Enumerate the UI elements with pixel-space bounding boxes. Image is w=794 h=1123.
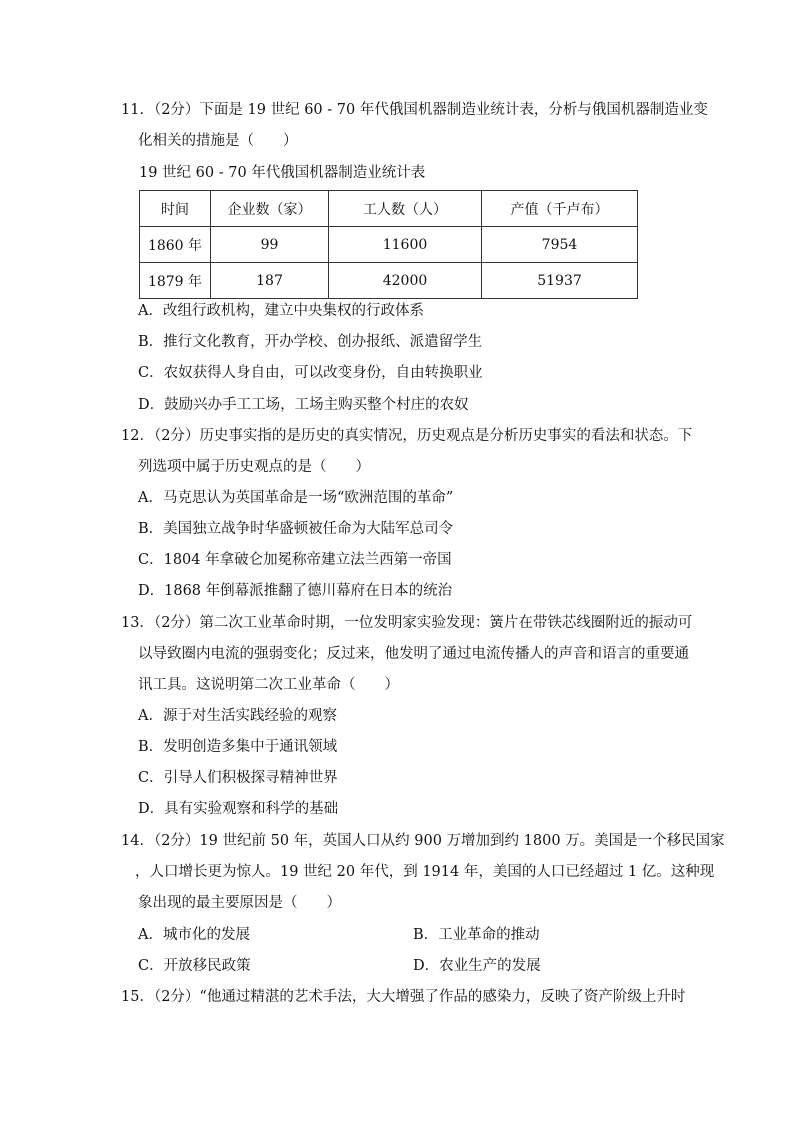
q12-option-b: B．美国独立战争时华盛顿被任命为大陆军总司令 [138, 521, 454, 537]
q14-stem-line3: 象出现的最主要原因是（ ） [138, 895, 341, 911]
table-cell: 1879 年 [140, 263, 211, 299]
table-cell: 187 [211, 263, 329, 299]
table-cell: 42000 [329, 263, 482, 299]
q12-option-a: A．马克思认为英国革命是一场“欧洲范围的革命” [138, 490, 454, 506]
table-header-row [140, 191, 638, 227]
table-row [140, 227, 638, 263]
q12-option-d: D．1868 年倒幕派推翻了德川幕府在日本的统治 [138, 583, 453, 599]
q13-option-b: B．发明创造多集中于通讯领域 [138, 739, 338, 755]
table-header-cell: 企业数（家） [211, 191, 329, 227]
q11-table-title: 19 世纪 60 - 70 年代俄国机器制造业统计表 [139, 165, 426, 181]
table-header-cell: 时间 [140, 191, 211, 227]
table-cell: 11600 [329, 227, 482, 263]
q13-option-d: D．具有实验观察和科学的基础 [138, 801, 339, 817]
q11-option-d: D．鼓励兴办手工工场，工场主购买整个村庄的农奴 [138, 397, 469, 413]
q14-stem-line1: 14．（2分）19 世纪前 50 年，英国人口从约 900 万增加到约 1800 万。美国是一个移民国家 [121, 833, 725, 849]
q14-option-d: D．农业生产的发展 [413, 958, 541, 974]
q11-option-a: A．改组行政机构，建立中央集权的行政体系 [138, 303, 424, 319]
q11-stem-line2: 化相关的措施是（ ） [138, 133, 298, 149]
q12-option-c: C．1804 年拿破仑加冕称帝建立法兰西第一帝国 [138, 552, 452, 568]
q13-stem-line2: 以导致圈内电流的强弱变化；反过来，他发明了通过电流传播人的声音和语言的重要通 [138, 646, 689, 662]
q12-stem-line2: 列选项中属于历史观点的是（ ） [138, 459, 370, 475]
q13-option-a: A．源于对生活实践经验的观察 [138, 708, 337, 724]
q11-stem-line1: 11．（2分）下面是 19 世纪 60 - 70 年代俄国机器制造业统计表，分析与俄国机器制造业变 [121, 102, 708, 118]
table-cell: 7954 [482, 227, 638, 263]
q14-option-c: C．开放移民政策 [138, 958, 251, 974]
table-cell: 1860 年 [140, 227, 211, 263]
q13-stem-line3: 讯工具。这说明第二次工业革命（ ） [138, 677, 399, 693]
q14-stem-line2: ，人口增长更为惊人。19 世纪 20 年代，到 1914 年，美国的人口已经超过 1 亿。这种现 [135, 864, 715, 880]
q13-stem-line1: 13．（2分）第二次工业革命时期，一位发明家实验发现：簧片在带铁芯线圈附近的振动可 [121, 615, 693, 631]
table-header-cell: 产值（千卢布） [482, 191, 638, 227]
table-cell: 99 [211, 227, 329, 263]
q14-option-a: A．城市化的发展 [138, 927, 250, 943]
q11-statistics-table [139, 190, 638, 299]
q15-stem-line1: 15．（2分）“他通过精湛的艺术手法，大大增强了作品的感染力，反映了资产阶级上升时 [121, 989, 686, 1005]
table-row [140, 263, 638, 299]
q11-option-b: B．推行文化教育，开办学校、创办报纸、派遣留学生 [138, 334, 483, 350]
q11-option-c: C．农奴获得人身自由，可以改变身份，自由转换职业 [138, 365, 483, 381]
table-header-cell: 工人数（人） [329, 191, 482, 227]
q14-option-b: B．工业革命的推动 [413, 927, 540, 943]
table-cell: 51937 [482, 263, 638, 299]
q13-option-c: C．引导人们积极探寻精神世界 [138, 770, 338, 786]
q12-stem-line1: 12．（2分）历史事实指的是历史的真实情况，历史观点是分析历史事实的看法和状态。下 [121, 428, 693, 444]
